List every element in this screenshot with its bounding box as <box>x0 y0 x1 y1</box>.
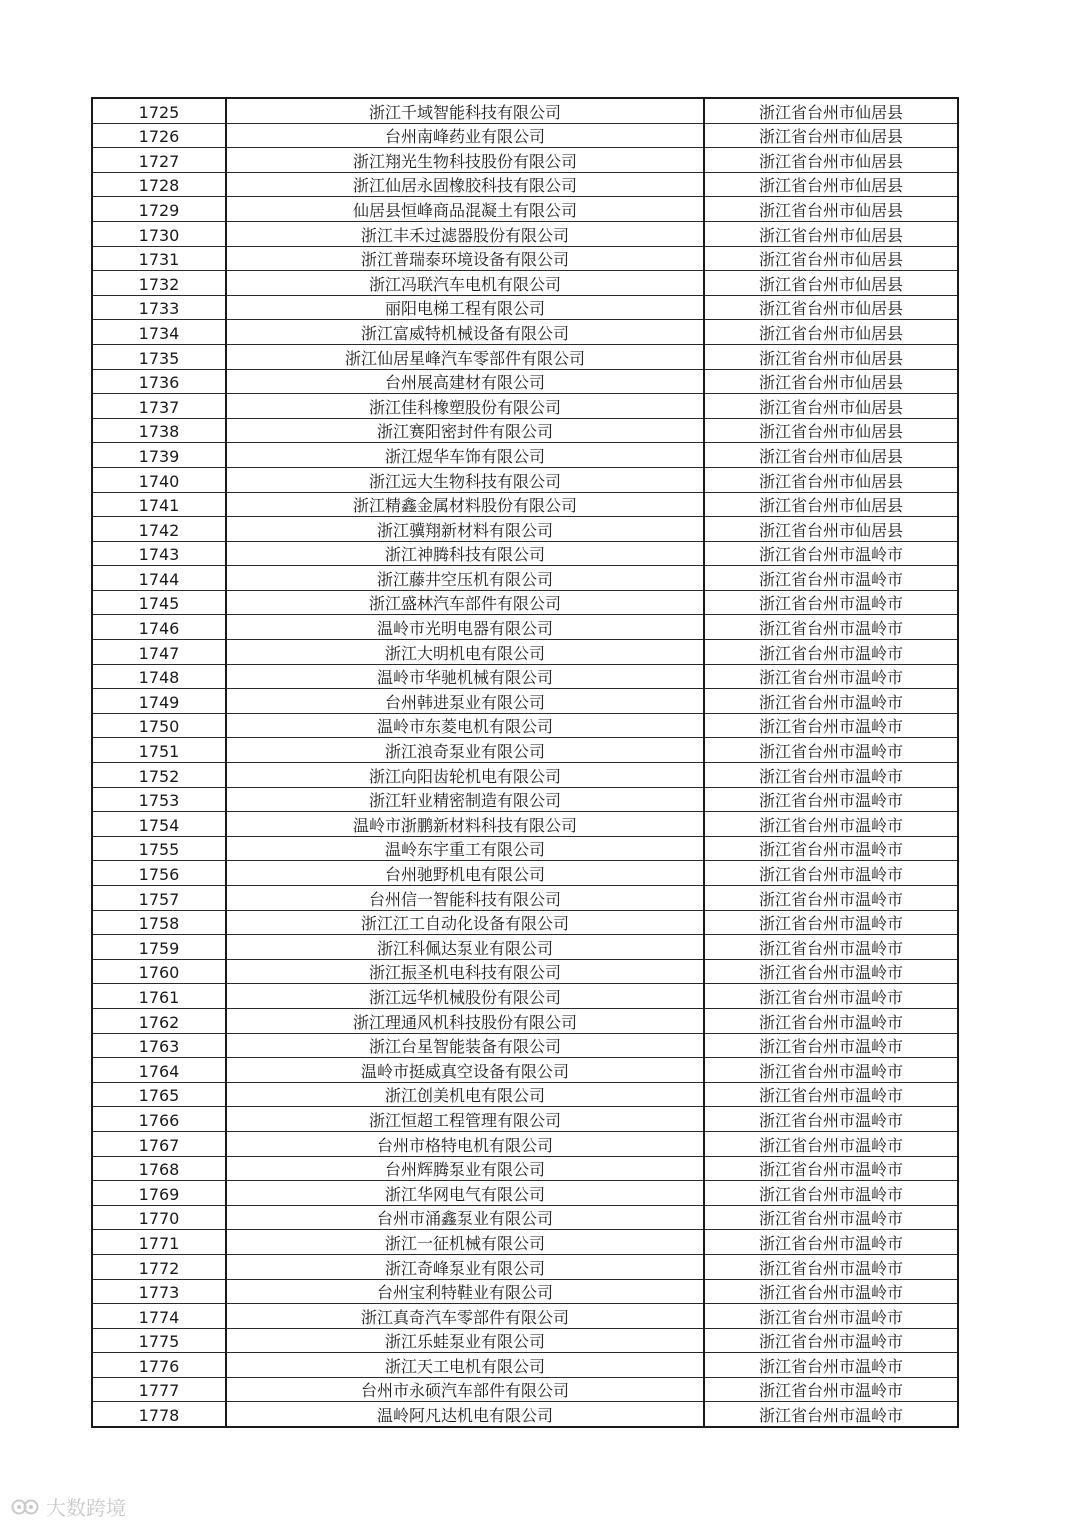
company-name: 浙江理通风机科技股份有限公司 <box>226 1008 704 1033</box>
company-name: 浙江奇峰泵业有限公司 <box>226 1254 704 1279</box>
table-row <box>92 517 958 542</box>
company-location: 浙江省台州市温岭市 <box>704 1033 958 1058</box>
table-row <box>92 467 958 492</box>
company-location: 浙江省台州市温岭市 <box>704 812 958 837</box>
company-location: 浙江省台州市仙居县 <box>704 172 958 197</box>
row-number: 1748 <box>92 664 226 689</box>
company-location: 浙江省台州市温岭市 <box>704 1353 958 1378</box>
row-number: 1765 <box>92 1082 226 1107</box>
row-number: 1774 <box>92 1304 226 1329</box>
row-number: 1734 <box>92 320 226 345</box>
table-row <box>92 1377 958 1402</box>
company-location: 浙江省台州市温岭市 <box>704 640 958 665</box>
row-number: 1741 <box>92 492 226 517</box>
company-name: 浙江一征机械有限公司 <box>226 1230 704 1255</box>
table-row <box>92 1205 958 1230</box>
company-name: 浙江天工电机有限公司 <box>226 1353 704 1378</box>
company-name: 丽阳电梯工程有限公司 <box>226 295 704 320</box>
row-number: 1743 <box>92 541 226 566</box>
company-name: 浙江仙居星峰汽车零部件有限公司 <box>226 344 704 369</box>
watermark <box>10 1492 126 1521</box>
company-name: 浙江远华机械股份有限公司 <box>226 984 704 1009</box>
row-number: 1730 <box>92 221 226 246</box>
company-location: 浙江省台州市温岭市 <box>704 1402 958 1427</box>
owl-logo-icon <box>10 1496 40 1518</box>
company-location: 浙江省台州市温岭市 <box>704 910 958 935</box>
table-row <box>92 1353 958 1378</box>
row-number: 1776 <box>92 1353 226 1378</box>
company-location: 浙江省台州市仙居县 <box>704 492 958 517</box>
table-row <box>92 1082 958 1107</box>
row-number: 1759 <box>92 935 226 960</box>
company-location: 浙江省台州市温岭市 <box>704 959 958 984</box>
company-name: 浙江冯联汽车电机有限公司 <box>226 271 704 296</box>
company-name: 浙江盛林汽车部件有限公司 <box>226 590 704 615</box>
company-name: 仙居县恒峰商品混凝土有限公司 <box>226 197 704 222</box>
table-row <box>92 271 958 296</box>
row-number: 1740 <box>92 467 226 492</box>
row-number: 1726 <box>92 123 226 148</box>
company-name: 浙江仙居永固橡胶科技有限公司 <box>226 172 704 197</box>
table-row <box>92 861 958 886</box>
row-number: 1756 <box>92 861 226 886</box>
row-number: 1772 <box>92 1254 226 1279</box>
table-row <box>92 1304 958 1329</box>
row-number: 1733 <box>92 295 226 320</box>
table-row <box>92 221 958 246</box>
company-name: 浙江神腾科技有限公司 <box>226 541 704 566</box>
company-location: 浙江省台州市仙居县 <box>704 517 958 542</box>
company-location: 浙江省台州市温岭市 <box>704 738 958 763</box>
row-number: 1752 <box>92 763 226 788</box>
company-location: 浙江省台州市温岭市 <box>704 541 958 566</box>
table-row <box>92 787 958 812</box>
table-row <box>92 1008 958 1033</box>
row-number: 1750 <box>92 713 226 738</box>
company-name: 浙江赛阳密封件有限公司 <box>226 418 704 443</box>
company-name: 浙江翔光生物科技股份有限公司 <box>226 148 704 173</box>
row-number: 1751 <box>92 738 226 763</box>
watermark-text: 大数跨境 <box>46 1496 126 1520</box>
table-row <box>92 812 958 837</box>
table-row <box>92 738 958 763</box>
company-location: 浙江省台州市仙居县 <box>704 467 958 492</box>
company-location: 浙江省台州市仙居县 <box>704 295 958 320</box>
row-number: 1760 <box>92 959 226 984</box>
company-location: 浙江省台州市温岭市 <box>704 689 958 714</box>
table-row <box>92 1107 958 1132</box>
table-row <box>92 246 958 271</box>
table-row <box>92 1328 958 1353</box>
company-name: 台州宝利特鞋业有限公司 <box>226 1279 704 1304</box>
company-location: 浙江省台州市仙居县 <box>704 221 958 246</box>
row-number: 1757 <box>92 886 226 911</box>
row-number: 1758 <box>92 910 226 935</box>
row-number: 1747 <box>92 640 226 665</box>
company-name: 温岭市挺威真空设备有限公司 <box>226 1058 704 1083</box>
table-row <box>92 1402 958 1427</box>
row-number: 1762 <box>92 1008 226 1033</box>
company-name: 浙江煜华车饰有限公司 <box>226 443 704 468</box>
company-name: 温岭东宇重工有限公司 <box>226 836 704 861</box>
table-row <box>92 541 958 566</box>
company-name: 浙江振圣机电科技有限公司 <box>226 959 704 984</box>
row-number: 1749 <box>92 689 226 714</box>
row-number: 1770 <box>92 1205 226 1230</box>
company-name: 台州市格特电机有限公司 <box>226 1131 704 1156</box>
company-name: 浙江千域智能科技有限公司 <box>226 98 704 123</box>
table-row <box>92 172 958 197</box>
company-name: 浙江精鑫金属材料股份有限公司 <box>226 492 704 517</box>
company-name: 台州辉腾泵业有限公司 <box>226 1156 704 1181</box>
row-number: 1778 <box>92 1402 226 1427</box>
table-row <box>92 320 958 345</box>
company-name: 台州市永硕汽车部件有限公司 <box>226 1377 704 1402</box>
row-number: 1735 <box>92 344 226 369</box>
company-location: 浙江省台州市仙居县 <box>704 98 958 123</box>
company-name: 浙江轩业精密制造有限公司 <box>226 787 704 812</box>
table-row <box>92 1131 958 1156</box>
company-location: 浙江省台州市温岭市 <box>704 935 958 960</box>
table-row <box>92 1230 958 1255</box>
table-row <box>92 1279 958 1304</box>
company-list-body <box>92 98 958 1427</box>
company-name: 台州驰野机电有限公司 <box>226 861 704 886</box>
row-number: 1737 <box>92 394 226 419</box>
row-number: 1767 <box>92 1131 226 1156</box>
table-row <box>92 935 958 960</box>
table-row <box>92 344 958 369</box>
row-number: 1742 <box>92 517 226 542</box>
row-number: 1763 <box>92 1033 226 1058</box>
company-location: 浙江省台州市仙居县 <box>704 123 958 148</box>
company-name: 浙江浪奇泵业有限公司 <box>226 738 704 763</box>
company-name: 浙江真奇汽车零部件有限公司 <box>226 1304 704 1329</box>
company-location: 浙江省台州市温岭市 <box>704 1058 958 1083</box>
company-name: 温岭阿凡达机电有限公司 <box>226 1402 704 1427</box>
row-number: 1755 <box>92 836 226 861</box>
company-name: 台州信一智能科技有限公司 <box>226 886 704 911</box>
company-location: 浙江省台州市温岭市 <box>704 1131 958 1156</box>
company-name: 台州韩进泵业有限公司 <box>226 689 704 714</box>
company-location: 浙江省台州市温岭市 <box>704 763 958 788</box>
table-row <box>92 492 958 517</box>
company-name: 浙江藤井空压机有限公司 <box>226 566 704 591</box>
row-number: 1729 <box>92 197 226 222</box>
row-number: 1771 <box>92 1230 226 1255</box>
row-number: 1768 <box>92 1156 226 1181</box>
company-name: 台州南峰药业有限公司 <box>226 123 704 148</box>
company-name: 浙江乐蛙泵业有限公司 <box>226 1328 704 1353</box>
row-number: 1754 <box>92 812 226 837</box>
table-row <box>92 98 958 123</box>
row-number: 1766 <box>92 1107 226 1132</box>
table-row <box>92 640 958 665</box>
row-number: 1764 <box>92 1058 226 1083</box>
company-location: 浙江省台州市仙居县 <box>704 418 958 443</box>
company-location: 浙江省台州市仙居县 <box>704 148 958 173</box>
company-name: 浙江富威特机械设备有限公司 <box>226 320 704 345</box>
company-location: 浙江省台州市温岭市 <box>704 1254 958 1279</box>
company-location: 浙江省台州市仙居县 <box>704 246 958 271</box>
company-name: 台州展高建材有限公司 <box>226 369 704 394</box>
company-location: 浙江省台州市温岭市 <box>704 1377 958 1402</box>
table-row <box>92 418 958 443</box>
table-row <box>92 123 958 148</box>
company-location: 浙江省台州市温岭市 <box>704 713 958 738</box>
table-row <box>92 394 958 419</box>
company-location: 浙江省台州市温岭市 <box>704 615 958 640</box>
table-row <box>92 910 958 935</box>
table-row <box>92 1156 958 1181</box>
company-location: 浙江省台州市温岭市 <box>704 1328 958 1353</box>
table-row <box>92 984 958 1009</box>
company-location: 浙江省台州市温岭市 <box>704 787 958 812</box>
company-location: 浙江省台州市仙居县 <box>704 394 958 419</box>
table-row <box>92 1058 958 1083</box>
table-row <box>92 886 958 911</box>
company-name: 浙江远大生物科技有限公司 <box>226 467 704 492</box>
table-row <box>92 295 958 320</box>
company-name: 浙江普瑞泰环境设备有限公司 <box>226 246 704 271</box>
company-location: 浙江省台州市仙居县 <box>704 443 958 468</box>
row-number: 1775 <box>92 1328 226 1353</box>
table-row <box>92 689 958 714</box>
row-number: 1725 <box>92 98 226 123</box>
company-location: 浙江省台州市温岭市 <box>704 861 958 886</box>
company-location: 浙江省台州市温岭市 <box>704 590 958 615</box>
row-number: 1746 <box>92 615 226 640</box>
row-number: 1773 <box>92 1279 226 1304</box>
table-row <box>92 566 958 591</box>
row-number: 1739 <box>92 443 226 468</box>
company-name: 浙江创美机电有限公司 <box>226 1082 704 1107</box>
row-number: 1732 <box>92 271 226 296</box>
company-name: 温岭市浙鹏新材料科技有限公司 <box>226 812 704 837</box>
company-location: 浙江省台州市温岭市 <box>704 1304 958 1329</box>
row-number: 1744 <box>92 566 226 591</box>
row-number: 1738 <box>92 418 226 443</box>
row-number: 1753 <box>92 787 226 812</box>
company-location: 浙江省台州市温岭市 <box>704 1181 958 1206</box>
company-location: 浙江省台州市仙居县 <box>704 344 958 369</box>
row-number: 1745 <box>92 590 226 615</box>
company-location: 浙江省台州市仙居县 <box>704 369 958 394</box>
company-location: 浙江省台州市温岭市 <box>704 1156 958 1181</box>
company-name: 浙江佳科橡塑股份有限公司 <box>226 394 704 419</box>
table-row <box>92 1181 958 1206</box>
company-name: 温岭市光明电器有限公司 <box>226 615 704 640</box>
table-row <box>92 443 958 468</box>
company-name: 浙江科佩达泵业有限公司 <box>226 935 704 960</box>
row-number: 1777 <box>92 1377 226 1402</box>
table-row <box>92 1254 958 1279</box>
row-number: 1761 <box>92 984 226 1009</box>
table-row <box>92 615 958 640</box>
company-location: 浙江省台州市仙居县 <box>704 197 958 222</box>
company-name: 浙江向阳齿轮机电有限公司 <box>226 763 704 788</box>
company-location: 浙江省台州市仙居县 <box>704 271 958 296</box>
company-list-table <box>91 97 959 1428</box>
table-row <box>92 763 958 788</box>
company-location: 浙江省台州市温岭市 <box>704 664 958 689</box>
company-location: 浙江省台州市温岭市 <box>704 1008 958 1033</box>
company-name: 浙江华网电气有限公司 <box>226 1181 704 1206</box>
table-row <box>92 148 958 173</box>
company-name: 浙江台星智能装备有限公司 <box>226 1033 704 1058</box>
table-row <box>92 197 958 222</box>
company-name: 浙江江工自动化设备有限公司 <box>226 910 704 935</box>
row-number: 1769 <box>92 1181 226 1206</box>
company-location: 浙江省台州市温岭市 <box>704 1205 958 1230</box>
table-row <box>92 1033 958 1058</box>
company-name: 浙江大明机电有限公司 <box>226 640 704 665</box>
company-location: 浙江省台州市温岭市 <box>704 1107 958 1132</box>
company-name: 浙江丰禾过滤器股份有限公司 <box>226 221 704 246</box>
company-name: 台州市涌鑫泵业有限公司 <box>226 1205 704 1230</box>
table-row <box>92 836 958 861</box>
row-number: 1727 <box>92 148 226 173</box>
table-row <box>92 590 958 615</box>
company-name: 温岭市东菱电机有限公司 <box>226 713 704 738</box>
table-row <box>92 664 958 689</box>
table-row <box>92 369 958 394</box>
company-location: 浙江省台州市温岭市 <box>704 984 958 1009</box>
company-name: 温岭市华驰机械有限公司 <box>226 664 704 689</box>
company-name: 浙江骥翔新材料有限公司 <box>226 517 704 542</box>
company-location: 浙江省台州市温岭市 <box>704 566 958 591</box>
company-location: 浙江省台州市温岭市 <box>704 836 958 861</box>
company-location: 浙江省台州市温岭市 <box>704 1082 958 1107</box>
row-number: 1736 <box>92 369 226 394</box>
row-number: 1731 <box>92 246 226 271</box>
company-location: 浙江省台州市温岭市 <box>704 886 958 911</box>
company-location: 浙江省台州市温岭市 <box>704 1230 958 1255</box>
row-number: 1728 <box>92 172 226 197</box>
company-location: 浙江省台州市仙居县 <box>704 320 958 345</box>
table-row <box>92 713 958 738</box>
company-location: 浙江省台州市温岭市 <box>704 1279 958 1304</box>
table-row <box>92 959 958 984</box>
company-name: 浙江恒超工程管理有限公司 <box>226 1107 704 1132</box>
